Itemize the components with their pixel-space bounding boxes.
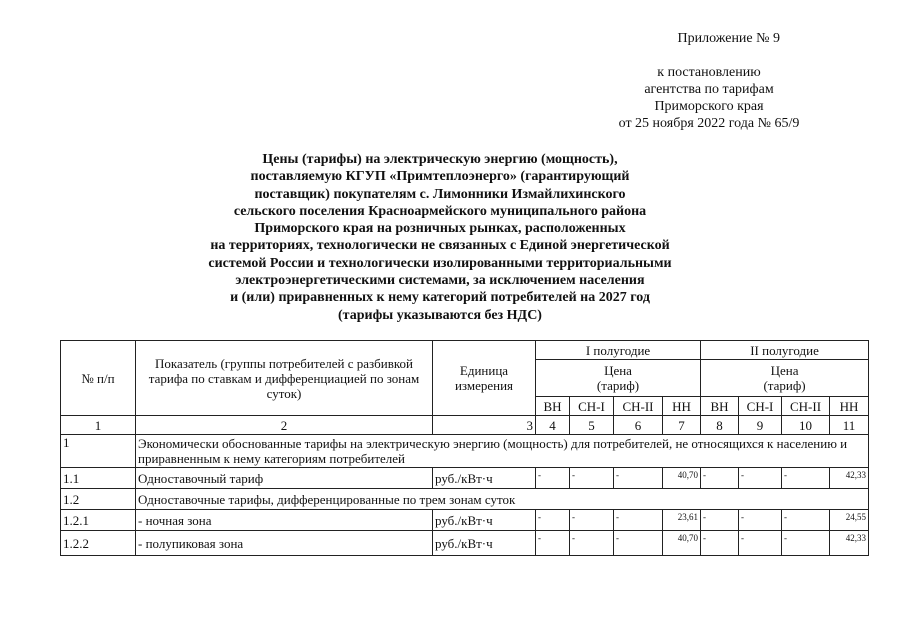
price-cell: 42,33 <box>830 531 869 556</box>
column-number: 8 <box>701 416 739 435</box>
level-cell: НН <box>663 397 701 416</box>
header-price-h1 <box>536 360 701 397</box>
column-number: 7 <box>663 416 701 435</box>
price-cell: - <box>614 531 663 556</box>
price-cell: - <box>782 531 830 556</box>
title-line: и (или) приравненных к нему категорий потребителей на 2027 год <box>230 290 650 306</box>
tariff-table <box>60 340 869 556</box>
annex-line: Приморского края <box>654 99 764 114</box>
price-cell: 42,33 <box>830 468 869 489</box>
price-sub-label: (тариф) <box>596 378 640 393</box>
title-line: поставляемую КГУП «Примтеплоэнерго» (гарантирующий <box>250 169 630 185</box>
column-number: 4 <box>536 416 570 435</box>
title-line: Цены (тарифы) на электрическую энергию (мощность), <box>262 152 618 167</box>
row-unit: руб./кВт·ч <box>433 510 536 531</box>
price-cell: - <box>614 468 663 489</box>
document-title <box>130 151 750 324</box>
title-line: электроэнергетическими системами, за исключением населения <box>235 273 645 289</box>
price-cell: - <box>536 510 570 531</box>
row-unit: руб./кВт·ч <box>433 468 536 489</box>
title-line: сельского поселения Красноармейского муниципального района <box>233 203 647 219</box>
level-cell: СН-II <box>614 397 663 416</box>
row-section-name: Экономически обоснованные тарифы на электрическую энергию (мощность) для потребителей, не относящихся к населению и приравненным к нему категориям потребителей <box>136 435 869 468</box>
row-name: - ночная зона <box>136 510 433 531</box>
price-label: Цена <box>604 363 632 378</box>
price-cell: - <box>739 531 782 556</box>
column-number: 6 <box>614 416 663 435</box>
level-cell: СН-I <box>739 397 782 416</box>
table-row <box>61 510 869 531</box>
price-cell: - <box>701 531 739 556</box>
price-cell: - <box>614 510 663 531</box>
price-cell: 24,55 <box>830 510 869 531</box>
column-number: 10 <box>782 416 830 435</box>
column-number: 2 <box>136 416 433 435</box>
price-cell: - <box>701 510 739 531</box>
row-unit: руб./кВт·ч <box>433 531 536 556</box>
table-row <box>61 435 869 468</box>
level-cell: ВН <box>701 397 739 416</box>
row-number: 1.2.2 <box>61 531 136 556</box>
row-number: 1 <box>61 435 136 468</box>
annex-reference <box>589 64 829 132</box>
price-cell: 40,70 <box>663 468 701 489</box>
title-line: на территориях, технологически не связанных с Единой энергетической <box>210 238 670 254</box>
price-cell: - <box>570 468 614 489</box>
level-cell: ВН <box>536 397 570 416</box>
price-cell: - <box>782 510 830 531</box>
level-cell: НН <box>830 397 869 416</box>
table-row <box>61 489 869 510</box>
table-row <box>61 531 869 556</box>
price-cell: - <box>739 468 782 489</box>
price-cell: 23,61 <box>663 510 701 531</box>
header-unit: Единица измерения <box>433 341 536 416</box>
price-cell: 40,70 <box>663 531 701 556</box>
header-indicator: Показатель (группы потребителей с разбивкой тарифа по ставкам и дифференциацией по зонам суток) <box>136 341 433 416</box>
column-number: 5 <box>570 416 614 435</box>
column-number: 9 <box>739 416 782 435</box>
header-price-h2 <box>701 360 869 397</box>
annex-title: Приложение № 9 <box>677 31 780 46</box>
row-name: Одноставочный тариф <box>136 468 433 489</box>
price-cell: - <box>701 468 739 489</box>
price-cell: - <box>536 468 570 489</box>
price-cell: - <box>739 510 782 531</box>
price-label: Цена <box>770 363 799 378</box>
price-cell: - <box>570 531 614 556</box>
price-cell: - <box>570 510 614 531</box>
level-cell: СН-II <box>782 397 830 416</box>
title-line: Приморского края на розничных рынках, расположенных <box>254 221 626 237</box>
column-number: 3 <box>433 416 536 435</box>
column-number: 1 <box>61 416 136 435</box>
title-line: (тарифы указываются без НДС) <box>338 307 542 323</box>
annex-line: агентства по тарифам <box>644 82 774 97</box>
column-number: 11 <box>830 416 869 435</box>
row-number: 1.2 <box>61 489 136 510</box>
header-no: № п/п <box>61 341 136 416</box>
header-row <box>61 341 869 360</box>
table-row <box>61 468 869 489</box>
row-number: 1.2.1 <box>61 510 136 531</box>
row-section-name: Одноставочные тарифы, дифференцированные по трем зонам суток <box>136 489 869 510</box>
row-number: 1.1 <box>61 468 136 489</box>
price-sub-label: (тариф) <box>763 378 806 393</box>
column-numbers-row <box>61 416 869 435</box>
title-line: поставщик) покупателям с. Лимонники Измайлихинского <box>254 186 626 202</box>
price-cell: - <box>782 468 830 489</box>
header-half2: II полугодие <box>701 341 869 360</box>
title-line: системой России и технологически изолированными территориальными <box>208 255 672 271</box>
header-half1: I полугодие <box>536 341 701 360</box>
price-cell: - <box>536 531 570 556</box>
annex-line: от 25 ноября 2022 года № 65/9 <box>618 116 800 131</box>
level-cell: СН-I <box>570 397 614 416</box>
row-name: - полупиковая зона <box>136 531 433 556</box>
annex-line: к постановлению <box>657 65 761 80</box>
